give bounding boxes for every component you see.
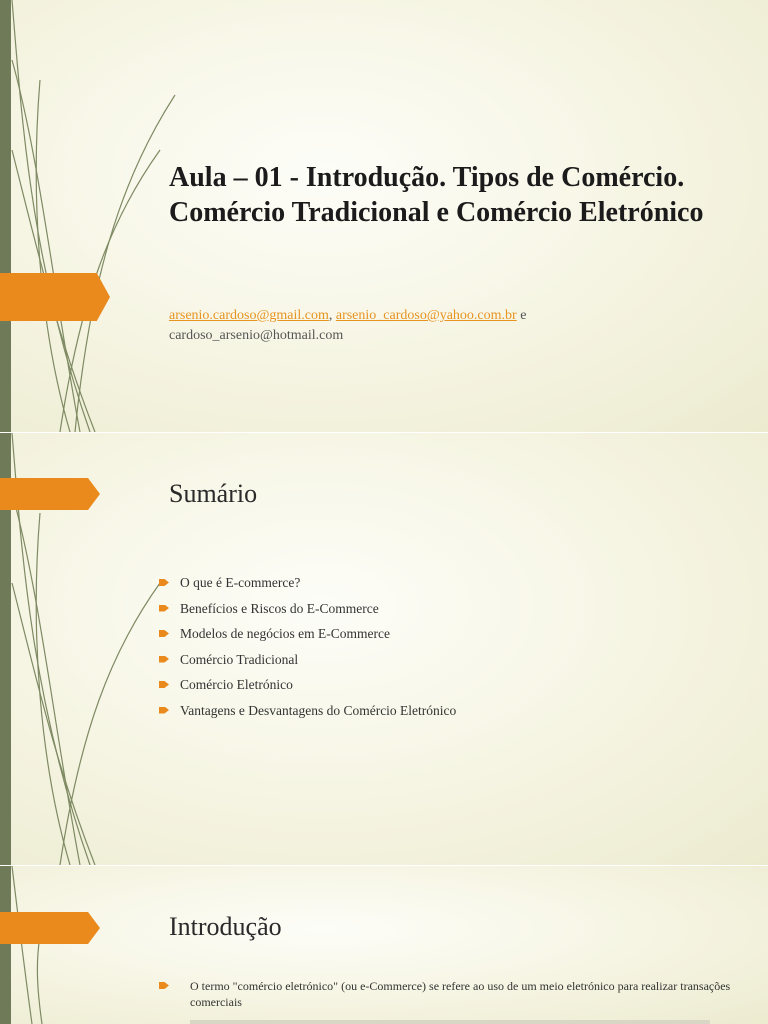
arrow-bullet-icon <box>159 707 169 714</box>
email-hotmail: cardoso_arsenio@hotmail.com <box>169 328 344 343</box>
page-title: Aula – 01 - Introdução. Tipos de Comércio. Comércio Tradicional e Comércio Eletrónico <box>169 162 704 228</box>
list-item: Benefícios e Riscos do E-Commerce <box>159 599 456 625</box>
list-item: Comércio Eletrónico <box>159 675 456 701</box>
cut-off-text-line <box>159 1016 719 1024</box>
list-item: O que é E-commerce? <box>159 573 456 599</box>
list-item: Comércio Tradicional <box>159 650 456 676</box>
arrow-bullet-icon <box>159 630 169 637</box>
email-separator: , <box>328 308 336 323</box>
introduction-slide <box>0 866 768 1024</box>
arrow-bullet-icon <box>159 681 169 688</box>
contact-emails <box>169 306 739 346</box>
email-link-gmail[interactable]: arsenio.cardoso@gmail.com <box>169 308 329 323</box>
section-heading: Sumário <box>169 479 258 508</box>
arrow-bullet-icon <box>159 656 169 663</box>
orange-accent-tab <box>0 478 100 510</box>
email-link-yahoo[interactable]: arsenio_cardoso@yahoo.com.br <box>335 308 517 323</box>
section-heading: Introdução <box>169 912 282 941</box>
title-slide <box>0 0 768 432</box>
arrow-bullet-icon <box>159 982 169 989</box>
list-item: Modelos de negócios em E-Commerce <box>159 624 456 650</box>
list-item: O termo "comércio eletrónico" (ou e-Commerce) se refere ao uso de um meio eletrónico para realizar transações comerciais <box>159 978 765 1010</box>
list-item: Vantagens e Desvantagens do Comércio Eletrónico <box>159 701 456 727</box>
orange-accent-tab <box>0 912 100 944</box>
email-separator-e: e <box>516 308 527 323</box>
arrow-bullet-icon <box>159 605 169 612</box>
summary-list <box>159 573 456 726</box>
arrow-bullet-icon <box>159 579 169 586</box>
summary-slide <box>0 433 768 865</box>
orange-accent-tab <box>0 273 110 321</box>
